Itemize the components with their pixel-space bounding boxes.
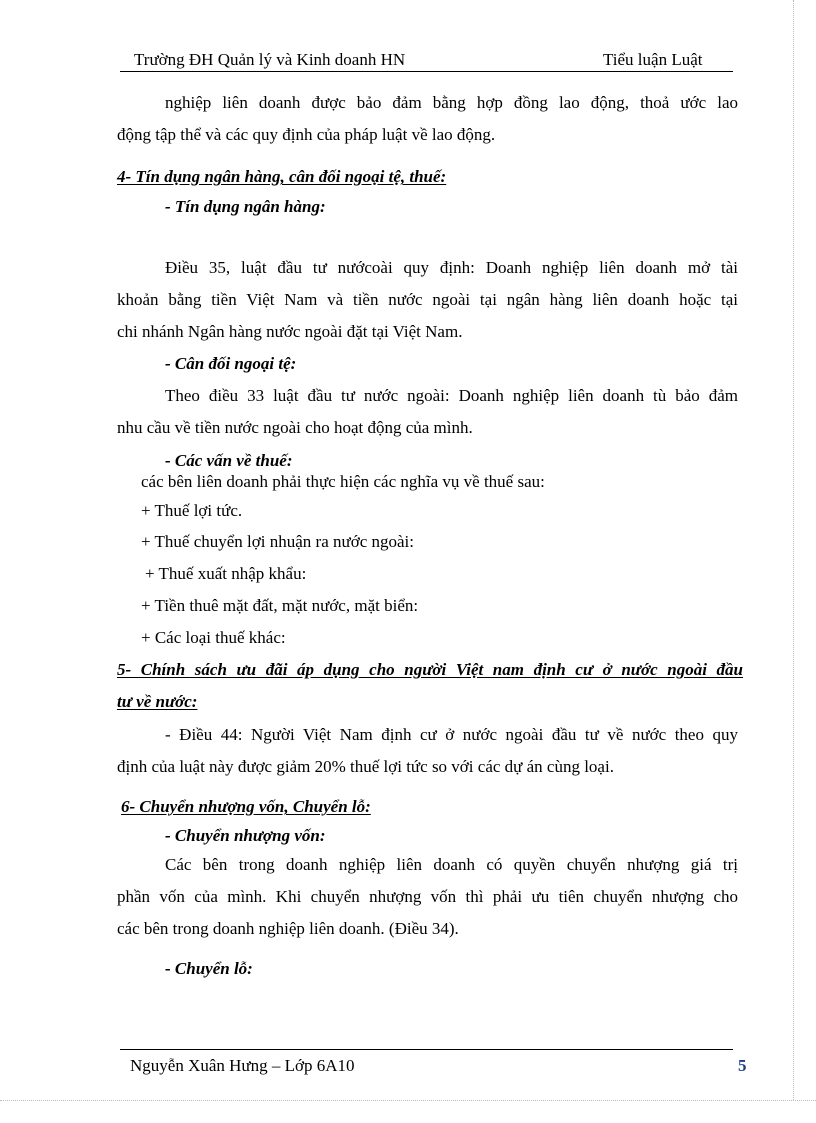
header-rule: [120, 71, 733, 72]
page-edge-right: [793, 0, 794, 1100]
section-4-sub-credit: - Tín dụng ngân hàng:: [165, 197, 326, 216]
s4-p1-line-1: Điều 35, luật đầu tư nướcoài quy định: Doanh nghiệp liên doanh mở tài: [165, 258, 738, 277]
footer-author: Nguyễn Xuân Hưng – Lớp 6A10: [130, 1056, 355, 1075]
s4-p1-line-3: chi nhánh Ngân hàng nước ngoài đặt tại Việt Nam.: [117, 322, 463, 341]
intro-line-1: nghiệp liên doanh được bảo đảm bằng hợp đồng lao động, thoả ước lao: [165, 93, 738, 112]
s6-p-line-1: Các bên trong doanh nghiệp liên doanh có quyền chuyển nhượng giá trị: [165, 855, 738, 874]
page-number: 5: [738, 1056, 747, 1075]
tax-item: + Các loại thuế khác:: [141, 628, 286, 647]
section-4-sub-forex: - Cân đối ngoại tệ:: [165, 354, 297, 373]
section-6-sub-transfer: - Chuyển nhượng vốn:: [165, 826, 326, 845]
section-4-sub-tax: - Các vấn về thuế:: [165, 451, 293, 470]
section-6-heading: 6- Chuyển nhượng vốn, Chuyển lỗ:: [121, 797, 371, 816]
s6-p-line-3: các bên trong doanh nghiệp liên doanh. (Điều 34).: [117, 919, 459, 938]
tax-item: + Tiền thuê mặt đất, mặt nước, mặt biển:: [141, 596, 419, 615]
s5-p-line-1: - Điều 44: Người Việt Nam định cư ở nước ngoài đầu tư về nước theo quy: [165, 725, 738, 744]
header-school: Trường ĐH Quản lý và Kinh doanh HN: [134, 50, 406, 69]
section-4-heading: 4- Tín dụng ngân hàng, cân đối ngoại tệ, thuế:: [117, 167, 447, 186]
section-5-heading-line-2: tư về nước:: [117, 692, 198, 711]
s4-p3-line-1: các bên liên doanh phải thực hiện các nghĩa vụ về thuế sau:: [141, 472, 545, 491]
tax-item: + Thuế lợi tức.: [141, 501, 243, 520]
section-6-sub-loss: - Chuyển lỗ:: [165, 959, 253, 978]
tax-item: + Thuế xuất nhập khẩu:: [145, 564, 307, 583]
section-5-heading-line-1: 5- Chính sách ưu đãi áp dụng cho người Việt nam định cư ở nước ngoài đầu: [117, 660, 743, 679]
s4-p2-line-1: Theo điều 33 luật đầu tư nước ngoài: Doanh nghiệp liên doanh tù bảo đảm: [165, 386, 738, 405]
tax-item: + Thuế chuyển lợi nhuận ra nước ngoài:: [141, 532, 414, 551]
header-doc-title: Tiểu luận Luật: [603, 50, 703, 69]
s4-p1-line-2: khoản bằng tiền Việt Nam và tiền nước ngoài tại ngân hàng liên doanh hoặc tại: [117, 290, 738, 309]
intro-line-2: động tập thể và các quy định của pháp luật về lao động.: [117, 125, 496, 144]
s6-p-line-2: phần vốn của mình. Khi chuyển nhượng vốn thì phải ưu tiên chuyển nhượng cho: [117, 887, 738, 906]
footer-rule: [120, 1049, 733, 1050]
page-edge-bottom: [0, 1100, 816, 1101]
s4-p2-line-2: nhu cầu về tiền nước ngoài cho hoạt động của mình.: [117, 418, 473, 437]
s5-p-line-2: định của luật này được giảm 20% thuế lợi tức so với các dự án cùng loại.: [117, 757, 614, 776]
